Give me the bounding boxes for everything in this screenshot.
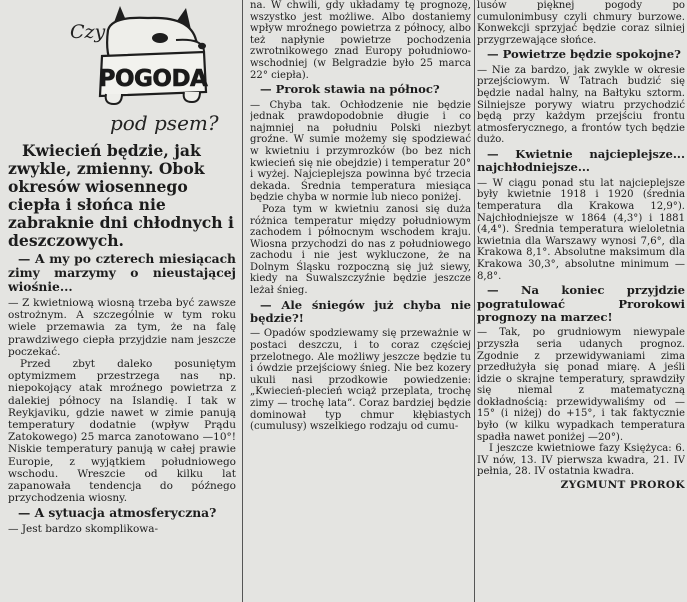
answer-paragraph: — Jest bardzo skomplikowa- — [8, 523, 159, 536]
answer-paragraph: — Chyba tak. Ochłodzenie nie będzie jednak prawdopodobnie długie i co najmniej na południu Polski niezbyt groźne. W sumie możemy się spodziewać w kwietniu i przymrozków (bo bez nich kwiecień się nie obejdzie) i temperatur 20° i wyżej. Najcieplejsza powinna być trzecia dekada. Średnia temperatura miesiąca będzie chyba w normie lub nieco poniżej. — [250, 99, 471, 204]
question-heading: — Prorok stawia na północ? — [260, 82, 440, 97]
dog-cartoon-icon — [8, 0, 236, 142]
column-logo — [8, 0, 236, 142]
answer-paragraph: — Z kwietniową wiosną trzeba być zawsze ostrożnym. A szczególnie w tym roku wiele przemawia za tym, że na falę prawdziwego ciepła przyjdzie nam jeszcze poczekać. — [8, 297, 236, 358]
column-divider — [242, 0, 243, 602]
column-divider — [474, 0, 475, 602]
logo-word-main: POGODA — [98, 66, 208, 92]
body-paragraph: I jeszcze kwietniowe fazy Księżyca: 6. IV nów, 13. IV pierwsza kwadra, 21. IV pełnia, 28. IV ostatnia kwadra. — [477, 443, 685, 478]
answer-paragraph: — Tak, po grudniowym niewypale przyszła seria udanych prognoz. Zgodnie z przewidywaniami zima przedłużyła się ponad miarę. A jeśli idzie o skrajne temperatury, sprawdziły się niemal z matematyczną dokładnością: przewidywaliśmy od —15° (i niżej) do +15°, i tak faktycznie było (w kilku wypadkach temperatura spadła nawet poniżej —20°). — [477, 327, 685, 443]
question-heading: — A sytuacja atmosferyczna? — [18, 505, 217, 521]
answer-paragraph: — W ciągu ponad stu lat najcieplejsze były kwietnie 1918 i 1920 (średnia temperatura dla Krakowa 12,9°). Najchłodniejsze w 1864 (4,3°) i 1881 (4,4°). Średnia temperatura wieloletnia kwietnia dla Warszawy wynosi 7,6°, dla Krakowa 8,1°. Absolutne maksimum dla Krakowa 30,3°, absolutne minimum —8,8°. — [477, 177, 685, 282]
body-paragraph: na. W chwili, gdy układamy tę prognozę, wszystko jest możliwe. Albo dostaniemy wpływ mroźnego powietrza z północy, albo też napłynie powietrze pochodzenia zwrotnikowego znad Europy południowo-wschodniej (w Belgradzie było 25 marca 22° ciepła). — [250, 0, 471, 81]
author-signature: ZYGMUNT PROROK — [560, 479, 685, 492]
question-heading: — Kwietnie najcieplejsze... najchłodniejsze... — [477, 146, 685, 175]
logo-word-bottom: pod psem? — [110, 111, 219, 135]
body-paragraph: lusów pięknej pogody po cumulonimbusy czyli chmury burzowe. Konwekcji sprzyjać będzie coraz silniej przygrzewające słońce. — [477, 0, 685, 46]
question-heading: — Ale śniegów już chyba nie będzie?! — [250, 297, 471, 326]
logo-word-top: Czy — [70, 21, 106, 43]
article-lead: Kwiecień będzie, jak zwykle, zmienny. Obok okresów wiosennego ciepła i słońca nie zabraknie dni chłodnych i deszczowych. — [8, 141, 234, 250]
column-2 — [250, 0, 471, 602]
answer-paragraph: — Opadów spodziewamy się przeważnie w postaci deszczu, i to coraz częściej przelotnego. Ale możliwy jeszcze będzie tu i ówdzie przejściowy śnieg. Nie bez kozery ukuli nasi przodkowie powiedzenie: „Kwiecień-plecień wciąż przeplata, trochę zimy — trochę lata”. Coraz bardziej będzie dominował typ chmur kłębiastych (cumulusy) wszelkiego rodzaju od cumu- — [250, 328, 471, 433]
column-3 — [477, 0, 685, 602]
answer-paragraph: — Nie za bardzo, jak zwykle w okresie przejściowym. W Tatrach budzić się będzie nadal halny, na Bałtyku sztorm. Silniejsze porywy wiatru przychodzić będą przy każdym przejściu frontu atmosferycznego, a frontów tych będzie dużo. — [477, 64, 685, 146]
body-paragraph: Przed zbyt daleko posuniętym optymizmem przestrzega nas np. niepokojący atak mroźnego powietrza z dalekiej północy na Islandię. I tak w Reykjaviku, gdzie nawet w zimie panują temperatury dodatnie (wpływ Prądu Zatokowego) 25 marca zanotowano —10°! Niskie temperatury panują w całej prawie Europie, z wyjątkiem południowego wschodu. Wreszcie od kilku lat zapanowała tendencja do późnego przychodzenia wiosny. — [8, 358, 236, 505]
question-heading: — Na koniec przyjdzie pogratulować Prorokowi prognozy na marzec! — [477, 283, 685, 324]
body-paragraph: Poza tym w kwietniu zanosi się duża różnica temperatur między południowym zachodem i północnym wschodem kraju. Wiosna przychodzi do nas z południowego zachodu i nie jest wykluczone, że na Dolnym Śląsku rozpoczną się już siewy, kiedy na Suwalszczyźnie będzie jeszcze leżał śnieg. — [250, 203, 471, 297]
column-1 — [8, 0, 236, 602]
question-heading: — A my po czterech miesiącach zimy marzymy o nieustającej wiośnie... — [8, 251, 236, 294]
question-heading: — Powietrze będzie spokojne? — [487, 47, 681, 62]
